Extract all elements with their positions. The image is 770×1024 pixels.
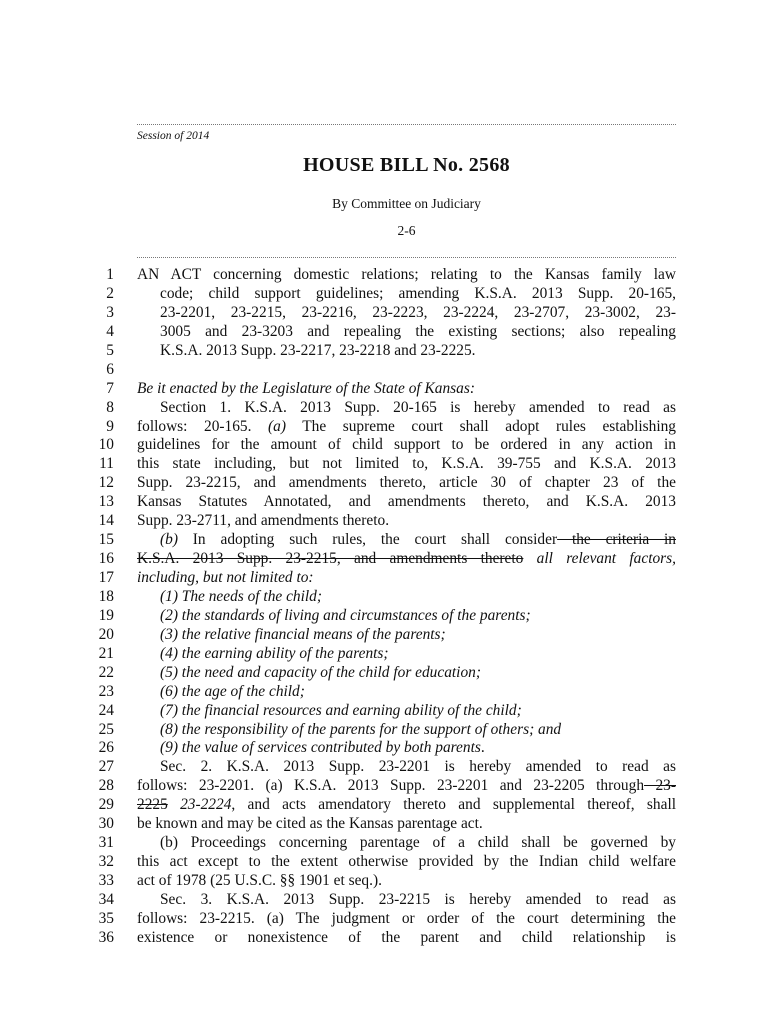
bill-line	[0, 399, 770, 418]
text-segment: .	[480, 739, 485, 757]
bill-line	[0, 626, 770, 645]
bill-line	[0, 929, 770, 948]
bill-line	[0, 266, 770, 285]
text-segment: follows: 23-2201. (a) K.S.A. 2013 Supp. 23-2201 and 23-2205 through	[137, 777, 645, 795]
line-number: 12	[98, 474, 114, 492]
line-text	[160, 645, 676, 664]
line-text	[160, 834, 676, 853]
line-number: 33	[98, 872, 114, 889]
inserted-italic-text: (4) the earning ability of the parents;	[160, 644, 389, 662]
line-number: 23	[98, 682, 114, 700]
text-segment: The supreme court shall adopt rules establishing	[285, 417, 676, 435]
line-text	[160, 739, 676, 758]
bill-line	[0, 796, 770, 815]
date-code: 2-6	[397, 223, 416, 238]
line-text	[160, 323, 676, 342]
line-text	[137, 815, 676, 834]
bill-line	[0, 285, 770, 304]
header-rule-bottom	[137, 257, 676, 258]
line-number: 18	[98, 587, 114, 605]
text-segment: Sec. 3. K.S.A. 2013 Supp. 23-2215 is hereby amended to read as	[160, 890, 676, 908]
text-segment: follows: 20-165.	[137, 417, 269, 435]
text-segment: follows: 23-2215. (a) The judgment or order of the court determining the	[137, 909, 676, 927]
line-text	[160, 588, 676, 607]
line-number: 15	[98, 531, 114, 549]
line-text	[137, 380, 676, 399]
bill-line	[0, 664, 770, 683]
line-number: 9	[106, 417, 114, 435]
inserted-italic-text: (8) the responsibility of the parents for the support of others; and	[160, 720, 562, 738]
line-number: 2	[106, 284, 114, 302]
line-text	[137, 266, 676, 285]
text-segment: existence or nonexistence of the parent and child relationship is	[137, 928, 676, 946]
struck-text: K.S.A. 2013 Supp. 23-2215, and amendments thereto	[137, 550, 524, 568]
bill-line	[0, 777, 770, 796]
inserted-italic-text: (1) The needs of the child;	[160, 587, 322, 605]
text-segment: Supp. 23-2711, and amendments thereto.	[137, 512, 390, 530]
committee-line: By Committee on Judiciary	[332, 196, 481, 211]
line-text	[137, 493, 676, 512]
line-number: 31	[98, 834, 114, 852]
bill-line	[0, 531, 770, 550]
line-number: 1	[106, 266, 114, 283]
text-segment: Supp. 23-2215, and amendments thereto, article 30 of chapter 23 of the	[137, 474, 676, 492]
bill-line	[0, 739, 770, 758]
text-segment: Sec. 2. K.S.A. 2013 Supp. 23-2201 is hereby amended to read as	[160, 758, 676, 776]
inserted-italic-text: (b)	[160, 531, 178, 549]
text-segment: Section 1. K.S.A. 2013 Supp. 20-165 is hereby amended to read as	[160, 398, 676, 416]
bill-line	[0, 323, 770, 342]
line-number: 25	[98, 720, 114, 738]
line-text	[137, 910, 676, 929]
inserted-italic-text: (3) the relative financial means of the parents;	[160, 625, 446, 643]
bill-line	[0, 361, 770, 380]
bill-line	[0, 455, 770, 474]
line-text	[137, 474, 676, 493]
line-number: 19	[98, 606, 114, 624]
header-rule-top	[137, 124, 676, 125]
line-text	[160, 891, 676, 910]
text-segment: be known and may be cited as the Kansas parentage act.	[137, 815, 483, 833]
line-text	[137, 796, 676, 815]
line-text	[137, 418, 676, 437]
bill-line	[0, 645, 770, 664]
bill-line	[0, 721, 770, 740]
bill-line	[0, 474, 770, 493]
line-number: 27	[98, 758, 114, 776]
line-number: 34	[98, 890, 114, 908]
struck-text: the criteria in	[557, 531, 676, 549]
inserted-italic-text: including, but not limited to:	[137, 569, 314, 586]
bill-line	[0, 512, 770, 531]
text-segment: act of 1978 (25 U.S.C. §§ 1901 et seq.).	[137, 872, 382, 889]
line-number: 11	[99, 455, 114, 473]
line-number: 24	[98, 701, 114, 719]
bill-line	[0, 834, 770, 853]
line-text	[137, 436, 676, 455]
line-text	[137, 550, 676, 569]
bill-line	[0, 607, 770, 626]
inserted-italic-text: 23-2224	[167, 796, 232, 814]
line-text	[160, 758, 676, 777]
bill-line	[0, 550, 770, 569]
line-number: 21	[98, 644, 114, 662]
text-segment: guidelines for the amount of child support to be ordered in any action in	[137, 436, 676, 454]
bill-line	[0, 304, 770, 323]
bill-line	[0, 683, 770, 702]
text-segment: Kansas Statutes Annotated, and amendments thereto, and K.S.A. 2013	[137, 493, 676, 511]
line-number: 36	[98, 928, 114, 946]
inserted-italic-text: (5) the need and capacity of the child for education;	[160, 663, 481, 681]
line-number: 13	[98, 493, 114, 511]
line-text	[160, 607, 676, 626]
bill-line	[0, 342, 770, 361]
struck-text: 23-	[644, 777, 676, 795]
bill-line	[0, 891, 770, 910]
line-number: 16	[98, 550, 114, 568]
line-text	[137, 853, 676, 872]
line-number: 35	[98, 909, 114, 927]
line-number: 29	[98, 796, 114, 814]
line-text	[137, 569, 676, 588]
line-text	[160, 702, 676, 721]
bill-line	[0, 702, 770, 721]
line-number: 28	[98, 777, 114, 795]
bill-line	[0, 588, 770, 607]
line-number: 6	[106, 360, 114, 378]
line-text	[137, 929, 676, 948]
bill-text-body	[0, 266, 770, 948]
line-number: 14	[98, 512, 114, 530]
bill-line	[0, 436, 770, 455]
text-segment: this state including, but not limited to, K.S.A. 39-755 and K.S.A. 2013	[137, 455, 676, 473]
line-text	[160, 664, 676, 683]
line-text	[160, 531, 676, 550]
line-text	[160, 399, 676, 418]
bill-line	[0, 910, 770, 929]
line-number: 20	[98, 625, 114, 643]
inserted-italic-text: (6) the age of the child;	[160, 682, 305, 700]
bill-line	[0, 815, 770, 834]
bill-line	[0, 853, 770, 872]
inserted-italic-text: (a)	[268, 417, 286, 435]
line-text	[137, 872, 676, 891]
line-number: 5	[106, 341, 114, 359]
text-segment: K.S.A. 2013 Supp. 23-2217, 23-2218 and 23-2225.	[160, 341, 476, 359]
line-number: 26	[98, 739, 114, 757]
line-number: 30	[98, 815, 114, 833]
inserted-italic-text: all relevant factors,	[523, 550, 676, 568]
line-number: 8	[106, 398, 114, 416]
inserted-italic-text: (7) the financial resources and earning ability of the child;	[160, 701, 522, 719]
bill-line	[0, 758, 770, 777]
line-number: 22	[98, 663, 114, 681]
struck-text: 2225	[137, 796, 168, 814]
line-number: 3	[106, 303, 114, 321]
line-text	[160, 626, 676, 645]
bill-line	[0, 872, 770, 891]
line-number: 4	[106, 322, 114, 340]
line-number: 10	[98, 436, 114, 454]
text-segment: 23-2201, 23-2215, 23-2216, 23-2223, 23-2224, 23-2707, 23-3002, 23-	[160, 303, 676, 321]
bill-line	[0, 418, 770, 437]
line-text	[160, 721, 676, 740]
line-text	[137, 777, 676, 796]
line-text	[160, 683, 676, 702]
text-segment: (b) Proceedings concerning parentage of a child shall be governed by	[160, 834, 676, 852]
line-text	[160, 304, 676, 323]
inserted-italic-text: (9) the value of services contributed by both parents	[160, 739, 481, 757]
line-number: 32	[98, 853, 114, 871]
text-segment: 3005 and 23-3203 and repealing the existing sections; also repealing	[160, 322, 676, 340]
line-text	[160, 285, 676, 304]
bill-line	[0, 569, 770, 588]
line-text	[137, 455, 676, 474]
text-segment: AN ACT concerning domestic relations; relating to the Kansas family law	[137, 266, 676, 283]
text-segment: code; child support guidelines; amending K.S.A. 2013 Supp. 20-165,	[160, 284, 676, 302]
inserted-italic-text: Be it enacted by the Legislature of the State of Kansas:	[137, 379, 475, 397]
text-segment: In adopting such rules, the court shall consider	[177, 531, 558, 549]
session-label: Session of 2014	[137, 130, 210, 142]
inserted-italic-text: (2) the standards of living and circumstances of the parents;	[160, 606, 531, 624]
line-text	[137, 512, 676, 531]
text-segment: this act except to the extent otherwise provided by the Indian child welfare	[137, 853, 676, 871]
bill-line	[0, 493, 770, 512]
line-number: 7	[106, 379, 114, 397]
line-text	[160, 342, 676, 361]
text-segment: , and acts amendatory thereto and supplemental thereof, shall	[231, 796, 676, 814]
line-number: 17	[98, 569, 114, 586]
bill-line	[0, 380, 770, 399]
bill-title: HOUSE BILL No. 2568	[303, 154, 510, 176]
